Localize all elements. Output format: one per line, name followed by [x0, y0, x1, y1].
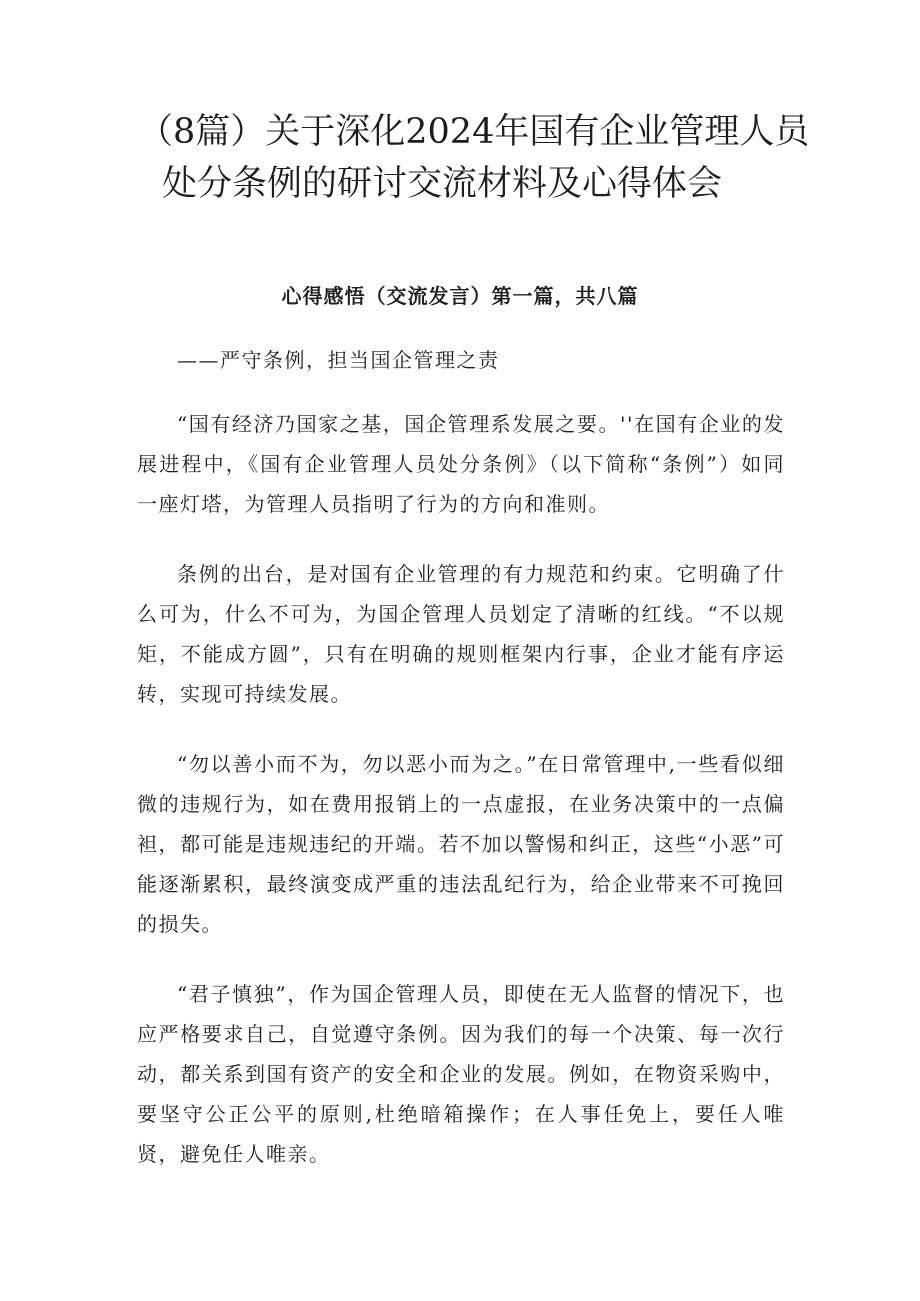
document-body	[137, 340, 785, 1204]
paragraph-epigraph: ——严守条例，担当国企管理之责	[177, 348, 500, 372]
paragraph: “君子慎独”，作为国企管理人员，即使在无人监督的情况下，也应严格要求自己，自觉遵守条例。因为我们的每一个决策、每一次行动，都关系到国有资产的安全和企业的发展。例如，在物资采购中，要坚守公正公平的原则,杜绝暗箱操作；在人事任免上，要任人唯贤，避免任人唯亲。	[137, 982, 785, 1166]
document-title: （8篇）关于深化2024年国有企业管理人员处分条例的研讨交流材料及心得体会	[138, 112, 810, 204]
paragraph: 条例的出台，是对国有企业管理的有力规范和约束。它明确了什么可为，什么不可为，为国企管理人员划定了清晰的红线。“不以规矩，不能成方圆”，只有在明确的规则框架内行事，企业才能有序运转，实现可持续发展。	[137, 562, 785, 706]
section-subtitle: 心得感悟（交流发言）第一篇，共八篇	[281, 284, 639, 308]
paragraph: “勿以善小而不为，勿以恶小而为之。”在日常管理中,一些看似细微的违规行为，如在费用报销上的一点虚报，在业务决策中的一点偏袒，都可能是违规违纪的开端。若不加以警惕和纠正，这些“小恶”可能逐渐累积，最终演变成严重的违法乱纪行为，给企业带来不可挽回的损失。	[137, 752, 785, 936]
paragraph: “国有经济乃国家之基，国企管理系发展之要。''在国有企业的发展进程中，《国有企业管理人员处分条例》（以下简称“条例”）如同一座灯塔，为管理人员指明了行为的方向和准则。	[137, 412, 785, 516]
